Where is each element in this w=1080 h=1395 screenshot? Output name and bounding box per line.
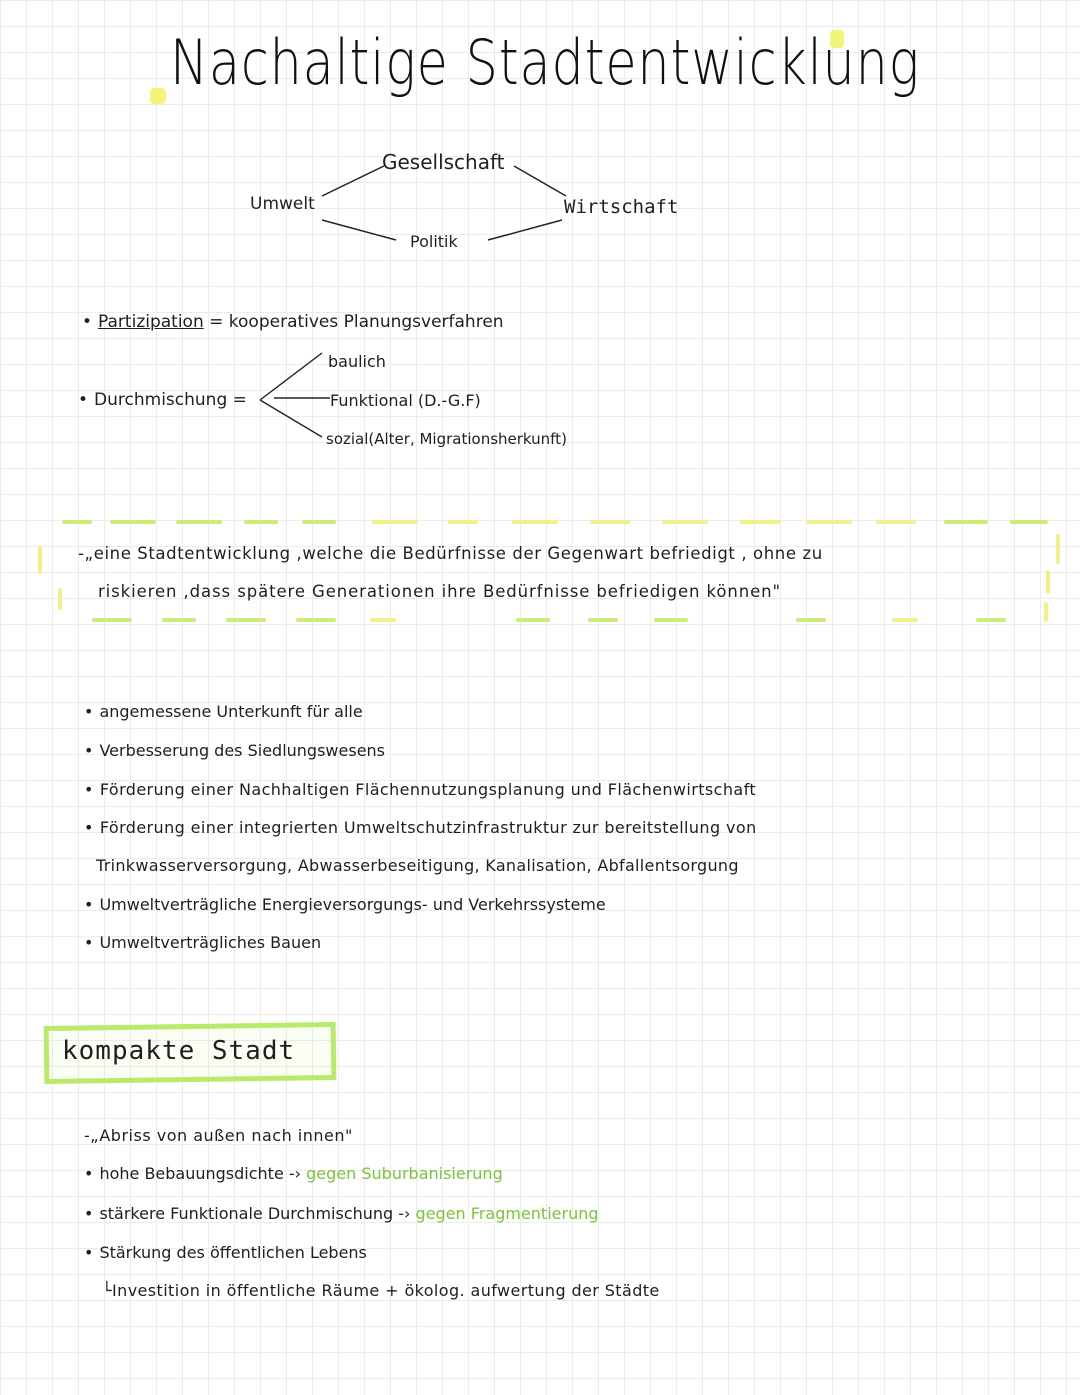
frame-dash (162, 618, 196, 622)
durchmischung-line (78, 390, 247, 410)
diagram-umwelt: Umwelt (250, 194, 315, 214)
durchmischung-branch: sozial(Alter, Migrationsherkunft) (326, 430, 567, 448)
frame-dash (892, 618, 918, 622)
frame-dash (176, 520, 222, 524)
kompakte-item (84, 1243, 367, 1262)
kompakte-item: -„Abriss von außen nach innen" (84, 1126, 353, 1145)
frame-dash (244, 520, 278, 524)
frame-dash (58, 588, 62, 610)
frame-dash (944, 520, 988, 524)
diagram-politik: Politik (410, 232, 458, 251)
durchmischung-branch: baulich (328, 352, 386, 371)
goal-item: • Verbesserung des Siedlungswesens (84, 741, 385, 760)
kompakte-item (84, 1204, 599, 1223)
frame-dash (296, 618, 336, 622)
definition-line: -„eine Stadtentwicklung ,welche die Bedürfnisse der Gegenwart befriedigt , ohne zu (78, 544, 823, 563)
frame-dash (740, 520, 780, 524)
diagram-wirtschaft: Wirtschaft (564, 196, 679, 218)
durchmischung-term: Durchmischung = (94, 390, 247, 410)
frame-dash (110, 520, 156, 524)
frame-dash (876, 520, 916, 524)
partizipation-definition: = kooperatives Planungsverfahren (209, 312, 504, 332)
goal-item: • Förderung einer Nachhaltigen Flächennutzungsplanung und Flächenwirtschaft (84, 780, 756, 799)
goal-item: • Umweltverträgliches Bauen (84, 933, 321, 952)
frame-dash (1044, 602, 1048, 622)
goal-item-continued: Trinkwasserversorgung, Abwasserbeseitigung, Kanalisation, Abfallentsorgung (96, 856, 739, 875)
kompakte-item-text: Stärkung des öffentlichen Lebens (99, 1243, 367, 1262)
kompakte-item-text: hohe Bebauungsdichte -› (99, 1164, 302, 1183)
durchmischung-branch: Funktional (D.-G.F) (330, 391, 481, 410)
frame-dash (448, 520, 478, 524)
frame-dash (662, 520, 708, 524)
partizipation-term: Partizipation (98, 312, 204, 332)
frame-dash (38, 546, 42, 574)
goal-item: • Umweltverträgliche Energieversorgungs- und Verkehrssysteme (84, 895, 606, 914)
frame-dash (590, 520, 630, 524)
frame-dash (1046, 570, 1050, 594)
frame-dash (302, 520, 336, 524)
frame-dash (796, 618, 826, 622)
frame-dash (92, 618, 132, 622)
frame-dash (654, 618, 688, 622)
definition-line: riskieren ,dass spätere Generationen ihre Bedürfnisse befriedigen können" (98, 582, 782, 601)
frame-dash (512, 520, 558, 524)
frame-dash (516, 618, 550, 622)
partizipation-line (82, 312, 504, 332)
section-heading: kompakte Stadt (62, 1036, 296, 1066)
frame-dash (372, 520, 418, 524)
page-title: Nachaltige Stadtentwicklung (170, 26, 920, 99)
frame-dash (806, 520, 852, 524)
kompakte-item-note: gegen Suburbanisierung (306, 1164, 503, 1183)
frame-dash (226, 618, 266, 622)
kompakte-item (84, 1164, 503, 1183)
kompakte-subitem: └Investition in öffentliche Räume + ökolog. aufwertung der Städte (102, 1281, 660, 1300)
kompakte-item-text: stärkere Funktionale Durchmischung -› (99, 1204, 411, 1223)
goal-item: • Förderung einer integrierten Umweltschutzinfrastruktur zur bereitstellung von (84, 818, 757, 837)
goal-item: • angemessene Unterkunft für alle (84, 702, 363, 721)
frame-dash (1010, 520, 1048, 524)
frame-dash (588, 618, 618, 622)
frame-dash (976, 618, 1006, 622)
diagram-gesellschaft: Gesellschaft (382, 150, 505, 174)
sustainability-diagram (0, 0, 1080, 280)
kompakte-item-note: gegen Fragmentierung (415, 1204, 599, 1223)
frame-dash (370, 618, 396, 622)
frame-dash (62, 520, 92, 524)
frame-dash (1056, 534, 1060, 564)
